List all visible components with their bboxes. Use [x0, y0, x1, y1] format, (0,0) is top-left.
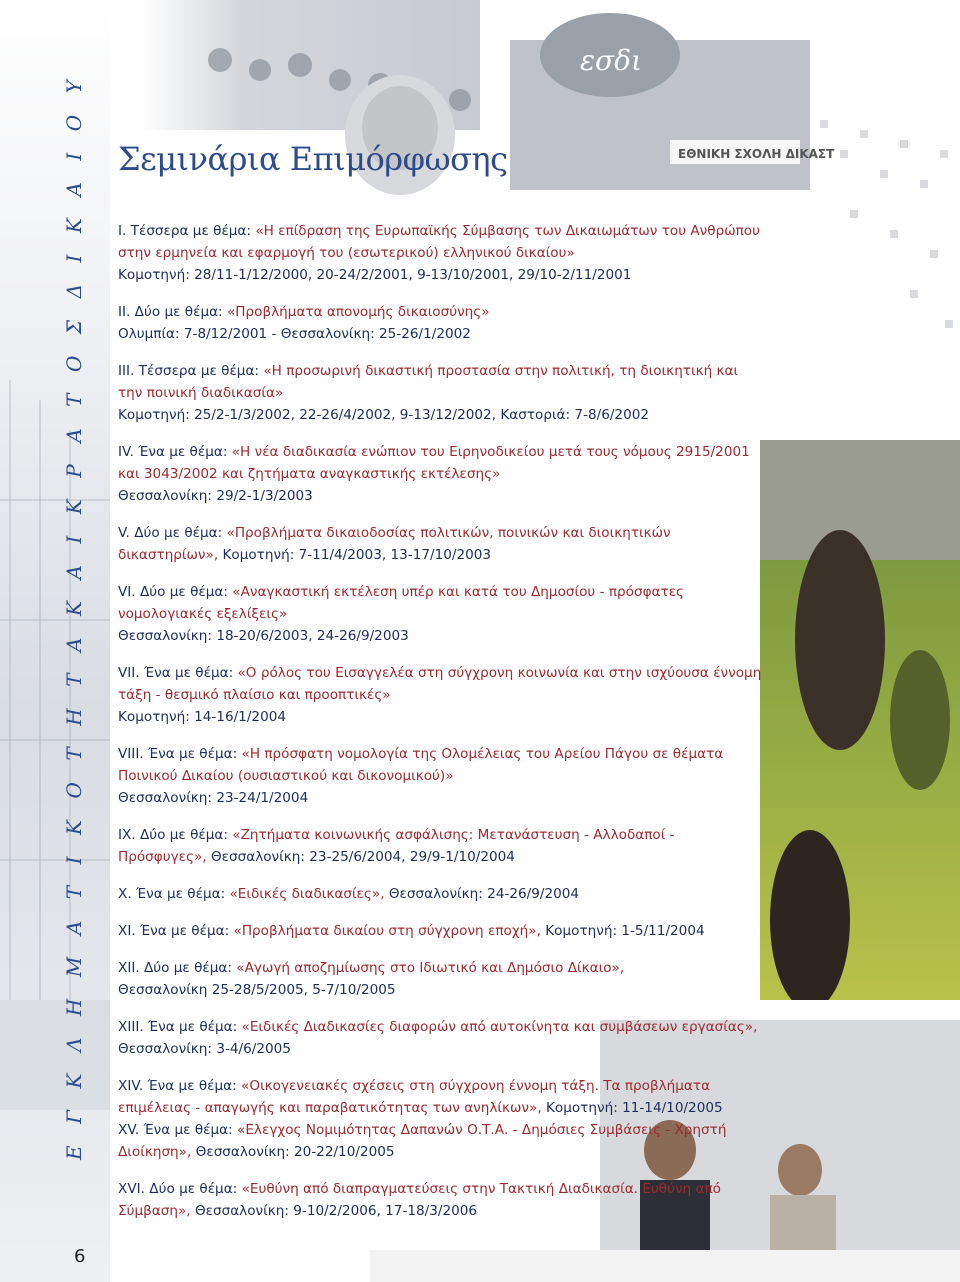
list-item: VII. Ένα με θέμα: «Ο ρόλος του Εισαγγελέα στη σύγχρονη κοινωνία και στην ισχύουσα έννομη τάξη - θεσμικό πλαίσιο και προοπτικές» Κομοτηνή: 14-16/1/2004: [118, 665, 762, 725]
list-item: XVI. Δύο με θέμα: «Ευθύνη από διαπραγματεύσεις στην Τακτική Διαδικασία. Ευθύνη από Σύμβαση», Θεσσαλονίκη: 9-10/2/2006, 17-18/3/2006: [118, 1181, 721, 1219]
photo-sign-text: ΕΘΝΙΚΗ ΣΧΟΛΗ ΔΙΚΑΣΤ: [678, 147, 835, 161]
list-item: ΙΙ. Δύο με θέμα: «Προβλήματα απονομής δικαιοσύνης» Ολυμπία: 7-8/12/2001 - Θεσσαλονίκη: 25-26/1/2002: [118, 304, 490, 342]
list-item: XIV. Ένα με θέμα: «Οικογενειακές σχέσεις στη σύγχρονη έννομη τάξη. Τα προβλήματα επιμέλειας - απαγωγής και παραβατικότητας των ανηλίκων», Κομοτηνή: 11-14/10/2005: [118, 1078, 723, 1116]
page-number: 6: [74, 1246, 86, 1267]
seminar-list: [118, 220, 766, 1237]
list-item: IV. Ένα με θέμα: «Η νέα διαδικασία ενώπιον του Ειρηνοδικείου μετά τους νόμους 2915/2001 και 3043/2002 και ζητήματα αναγκαστικής εκτέλεσης» Θεσσαλονίκη: 29/2-1/3/2003: [118, 444, 750, 504]
list-item: VIII. Ένα με θέμα: «Η πρόσφατη νομολογία της Ολομέλειας του Αρείου Πάγου σε θέματα Ποινικού Δικαίου (ουσιαστικού και δικονομικού)» Θεσσαλονίκη: 23-24/1/2004: [118, 746, 724, 806]
list-item: XI. Ένα με θέμα: «Προβλήματα δικαίου στη σύγχρονη εποχή», Κομοτηνή: 1-5/11/2004: [118, 923, 705, 939]
list-item: X. Ένα με θέμα: «Ειδικές διαδικασίες», Θεσσαλονίκη: 24-26/9/2004: [118, 886, 580, 902]
list-item: V. Δύο με θέμα: «Προβλήματα δικαιοδοσίας πολιτικών, ποινικών και διοικητικών δικαστηρίων», Κομοτηνή: 7-11/4/2003, 13-17/10/2003: [118, 525, 671, 563]
page-title: Σεμινάρια Επιμόρφωσης: [118, 140, 508, 178]
list-item: VI. Δύο με θέμα: «Αναγκαστική εκτέλεση υπέρ και κατά του Δημοσίου - πρόσφατες νομολογιακές εξελίξεις» Θεσσαλονίκη: 18-20/6/2003, 24-26/9/2003: [118, 584, 685, 644]
list-item: ΙΙΙ. Τέσσερα με θέμα: «Η προσωρινή δικαστική προστασία στην πολιτική, τη διοικητική και την ποινική διαδικασία» Κομοτηνή: 25/2-1/3/2002, 22-26/4/2002, 9-13/12/2002, Καστοριά: 7-8/6/2002: [118, 363, 739, 423]
side-section-title: Ε Γ Κ Λ Η Μ Α Τ Ι Κ Ο Τ Η Τ Α Κ Α Ι Κ Ρ Α Τ Ο Σ Δ Ι Κ Α Ι Ο Υ: [62, 80, 86, 1160]
list-item: IX. Δύο με θέμα: «Ζητήματα κοινωνικής ασφάλισης: Μετανάστευση - Αλλοδαποί - Πρόσφυγες», Θεσσαλονίκη: 23-25/6/2004, 29/9-1/10/2004: [118, 827, 675, 865]
list-item: XIII. Ένα με θέμα: «Ειδικές Διαδικασίες διαφορών από αυτοκίνητα και συμβάσεων εργασίας», Θεσσαλονίκη: 3-4/6/2005: [118, 1019, 758, 1057]
logo-text: εσδι: [580, 44, 642, 77]
list-item: Ι. Τέσσερα με θέμα: «Η επίδραση της Ευρωπαϊκής Σύμβασης των Δικαιωμάτων του Ανθρώπου στην ερμηνεία και εφαρμογή του (εσωτερικού) ελληνικού δικαίου» Κομοτηνή: 28/11-1/12/2000, 20-24/2/2001, 9-13/10/2001, 29/10-2/11/2001: [118, 223, 760, 283]
list-item: XV. Ένα με θέμα: «Ελεγχος Νομιμότητας Δαπανών Ο.Τ.Α. - Δημόσιες Συμβάσεις - Χρηστή Διοίκηση», Θεσσαλονίκη: 20-22/10/2005: [118, 1122, 727, 1160]
list-item: XII. Δύο με θέμα: «Αγωγή αποζημίωσης στο Ιδιωτικό και Δημόσιο Δίκαιο», Θεσσαλονίκη 25-28/5/2005, 5-7/10/2005: [118, 960, 625, 998]
